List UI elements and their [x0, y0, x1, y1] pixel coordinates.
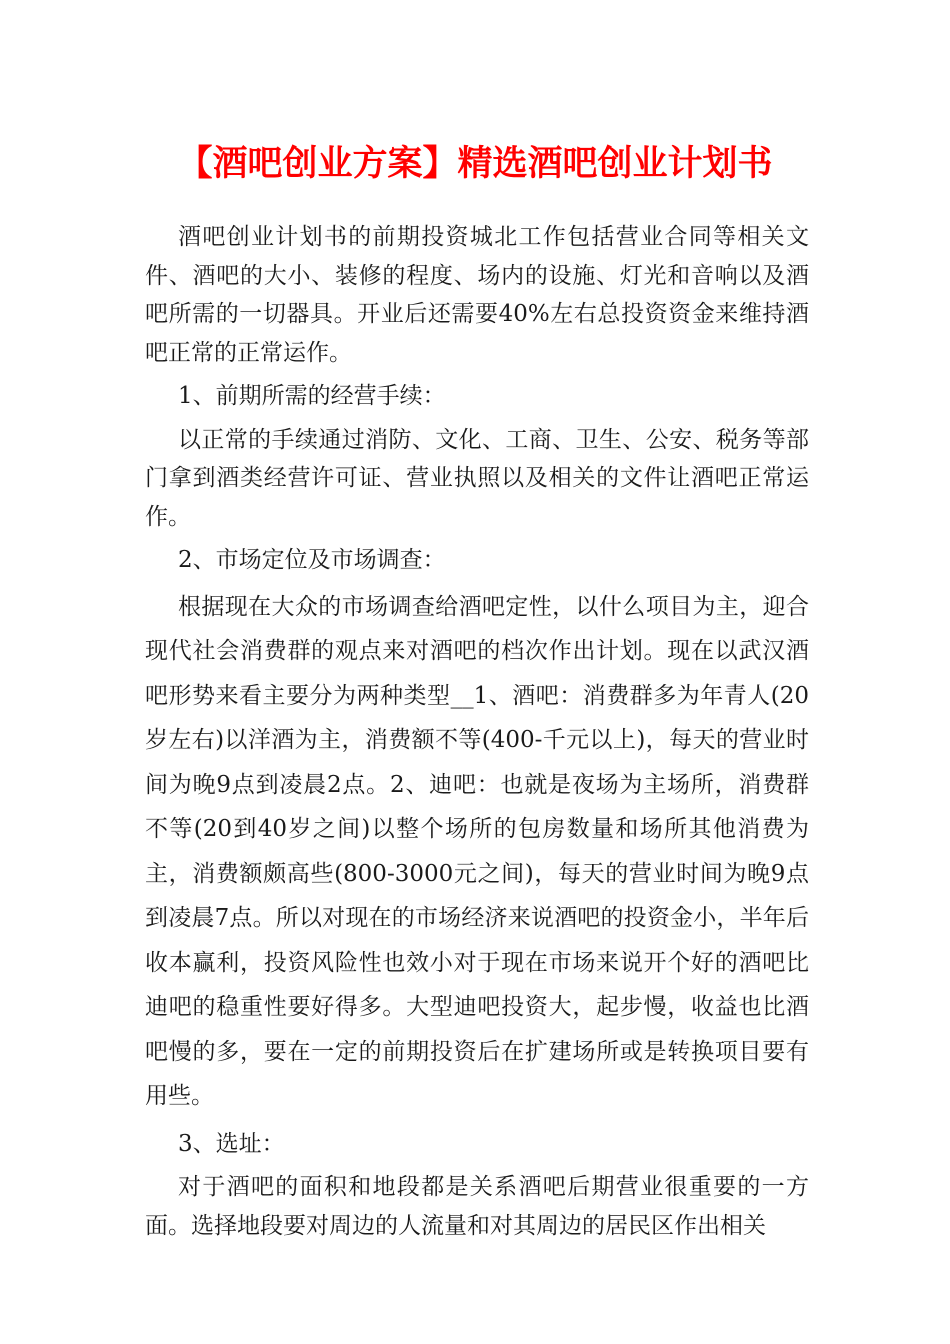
- paragraph-market: 根据现在大众的市场调查给酒吧定性，以什么项目为主，迎合现代社会消费群的观点来对酒吧的档次作出计划。现在以武汉酒吧形势来看主要分为两种类型__1、酒吧：消费群多为年青人(20岁左右)以洋酒为主，消费额不等(400-千元以上)，每天的营业时间为晚9点到凌晨2点。2、迪吧：也就是夜场为主场所，消费群不等(20到40岁之间)以整个场所的包房数量和场所其他消费为主，消费额颇高些(800-3000元之间)，每天的营业时间为晚9点到凌晨7点。所以对现在的市场经济来说酒吧的投资金小，半年后收本赢利，投资风险性也效小对于现在市场来说开个好的酒吧比迪吧的稳重性要好得多。大型迪吧投资大，起步慢，收益也比酒吧慢的多，要在一定的前期投资后在扩建场所或是转换项目要有用些。: [145, 593, 809, 1109]
- paragraph-intro: 酒吧创业计划书的前期投资城北工作包括营业合同等相关文件、酒吧的大小、装修的程度、场内的设施、灯光和音响以及酒吧所需的一切器具。开业后还需要40%左右总投资资金来维持酒吧正常的正常运作。: [145, 224, 809, 366]
- section-heading-procedures: 1、前期所需的经营手续：: [178, 383, 446, 409]
- paragraph-procedures: 以正常的手续通过消防、文化、工商、卫生、公安、税务等部门拿到酒类经营许可证、营业执照以及相关的文件让酒吧正常运作。: [145, 426, 809, 530]
- paragraph-location: 对于酒吧的面积和地段都是关系酒吧后期营业很重要的一方面。选择地段要对周边的人流量和对其周边的居民区作出相关: [145, 1174, 809, 1239]
- document-body: [145, 218, 809, 1245]
- section-heading-location: 3、选址：: [178, 1130, 285, 1157]
- section-heading-market: 2、市场定位及市场调查：: [178, 547, 446, 573]
- document-title: 【酒吧创业方案】精选酒吧创业计划书: [177, 144, 773, 184]
